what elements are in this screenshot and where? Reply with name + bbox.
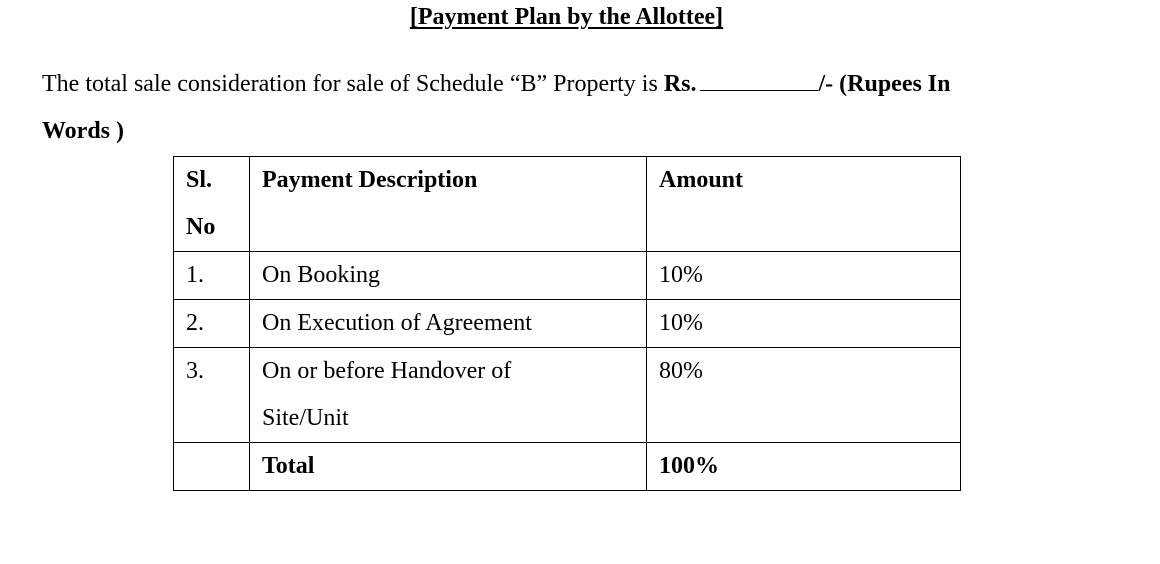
consideration-text: The total sale consideration for sale of Schedule “B” Property is [42,71,664,97]
row-amount: 80% [647,348,961,443]
table-row [174,252,961,300]
row-sl: 2. [174,300,250,348]
total-label: Total [250,443,647,491]
amount-blank-line [700,70,818,91]
table-header-row [174,157,961,252]
row-amount: 10% [647,252,961,300]
header-sl-no-line1: Sl. [186,167,213,193]
row-description [250,348,647,443]
table-total-row [174,443,961,491]
total-sl [174,443,250,491]
header-sl-no-line2: No [186,214,216,240]
row-description-line1: On or before Handover of [262,358,512,384]
header-sl-no [174,157,250,252]
rupees-in-label: /- (Rupees In [818,71,951,97]
header-description: Payment Description [250,157,647,252]
row-sl: 1. [174,252,250,300]
rs-label: Rs. [663,71,697,97]
page-title: [Payment Plan by the Allottee] [409,4,724,30]
consideration-paragraph [42,61,1122,155]
row-description: On Execution of Agreement [250,300,647,348]
table-row [174,300,961,348]
table-row [174,348,961,443]
total-amount: 100% [647,443,961,491]
row-sl: 3. [174,348,250,443]
row-amount: 10% [647,300,961,348]
header-amount: Amount [647,157,961,252]
row-description-line2: Site/Unit [262,405,349,431]
payment-plan-table [173,156,961,491]
row-description: On Booking [250,252,647,300]
words-label: Words ) [42,118,125,144]
